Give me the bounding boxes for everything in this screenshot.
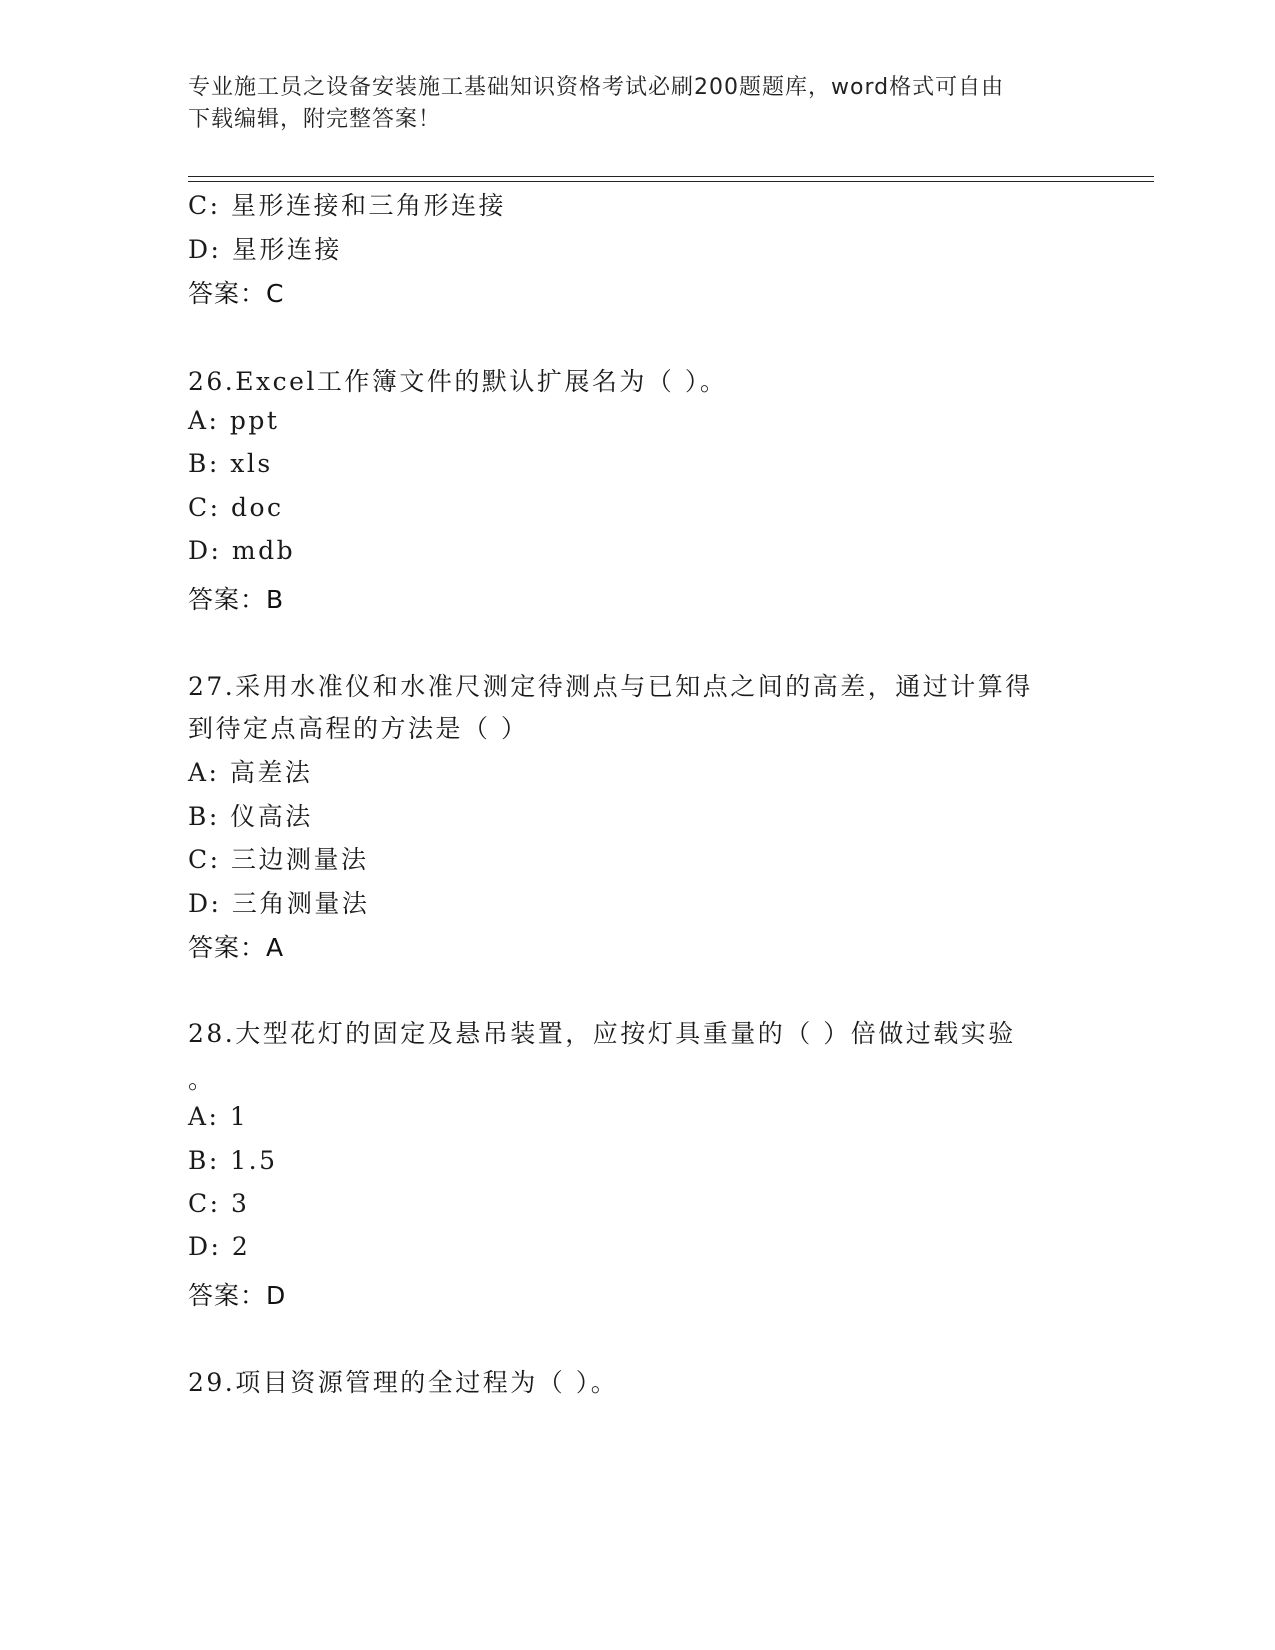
prev-option-d: D: 星形连接 — [188, 235, 342, 264]
q26-option-b: B: xls — [188, 449, 273, 478]
q28-option-c: C: 3 — [188, 1189, 250, 1218]
q27-option-d: D: 三角测量法 — [188, 889, 370, 918]
header-title-line-2: 下载编辑，附完整答案！ — [188, 107, 442, 132]
q27-option-a: A: 高差法 — [188, 758, 313, 787]
q28-stem-line-2: 。 — [188, 1065, 216, 1094]
q27-answer: 答案：A — [188, 933, 285, 962]
header-title-line-1: 专业施工员之设备安装施工基础知识资格考试必刷200题题库，word格式可自由 — [188, 75, 1005, 100]
q26-answer: 答案：B — [188, 585, 285, 614]
q28-option-d: D: 2 — [188, 1232, 251, 1261]
q27-option-b: B: 仪高法 — [188, 802, 313, 831]
q26-option-a: A: ppt — [188, 406, 280, 435]
prev-answer: 答案：C — [188, 279, 285, 308]
q28-stem-line-1: 28.大型花灯的固定及悬吊装置，应按灯具重量的（ ）倍做过载实验 — [188, 1019, 1016, 1048]
q28-option-a: A: 1 — [188, 1102, 249, 1131]
q26-option-d: D: mdb — [188, 536, 296, 565]
q28-option-b: B: 1.5 — [188, 1146, 278, 1175]
prev-option-c: C: 星形连接和三角形连接 — [188, 191, 506, 220]
q26-stem: 26.Excel工作簿文件的默认扩展名为（ ）。 — [188, 367, 728, 396]
header-divider-bottom — [188, 181, 1154, 182]
q27-stem-line-1: 27.采用水准仪和水准尺测定待测点与已知点之间的高差，通过计算得 — [188, 672, 1033, 701]
q29-stem: 29.项目资源管理的全过程为（ ）。 — [188, 1368, 619, 1397]
q27-stem-line-2: 到待定点高程的方法是（ ） — [188, 714, 529, 743]
q28-answer: 答案：D — [188, 1281, 287, 1310]
q27-option-c: C: 三边测量法 — [188, 845, 369, 874]
header-divider-top — [188, 176, 1154, 177]
q26-option-c: C: doc — [188, 493, 284, 522]
document-header — [188, 72, 1088, 136]
